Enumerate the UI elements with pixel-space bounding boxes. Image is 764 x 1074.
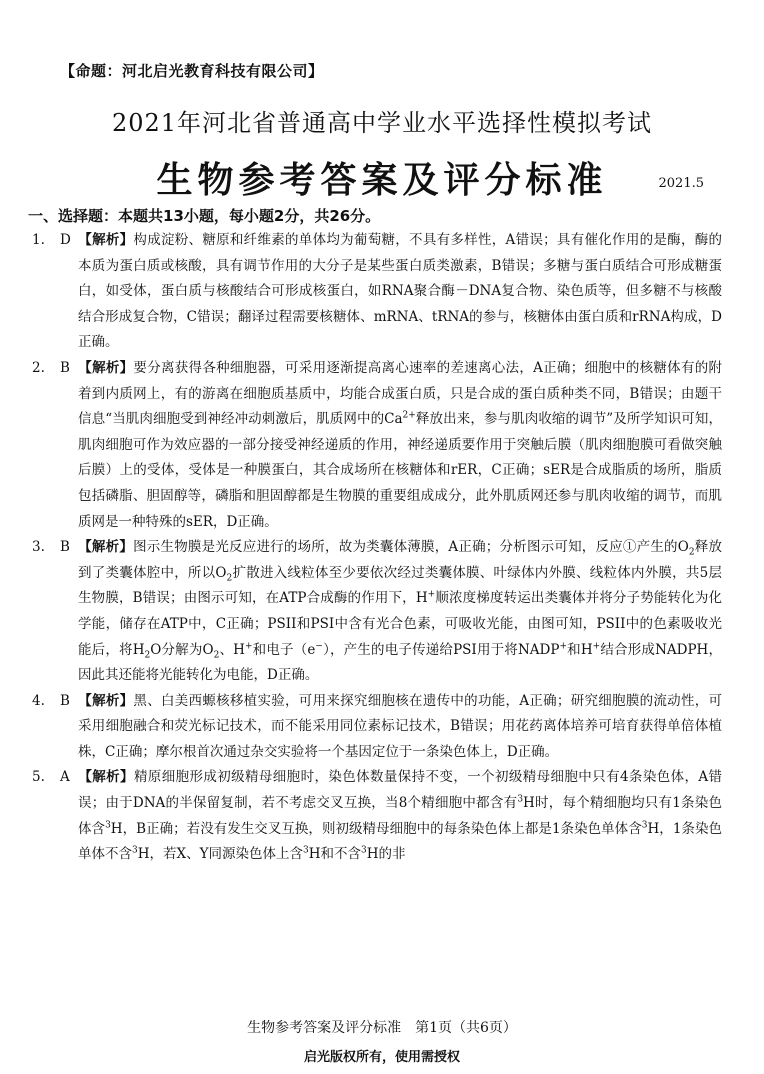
analysis-text: 和H xyxy=(567,641,593,658)
analysis-text: H，若X、Y同源染色体上含 xyxy=(137,846,304,863)
answer-item-1 xyxy=(32,228,722,356)
analysis-text: 构成淀粉、糖原和纤维素的单体均为葡萄糖，不具有多样性，A错误；具有催化作用的是酶，酶的本质为蛋白质或核酸，具有调节作用的大分子是某些蛋白质类激素，B错误；多糖与蛋白质结合可形成糖蛋白，如受体，蛋白质与核酸结合可形成核蛋白，如RNA聚合酶－DNA复合物、染色质等，但多糖不与核酸结合形成复合物，C错误；翻译过程需要核糖体、mRNA、tRNA的参与，核糖体由蛋白质和rRNA构成，D正确。 xyxy=(78,232,723,351)
analysis-text: H的非 xyxy=(366,846,406,863)
analysis-text: 和电子（e xyxy=(252,641,316,658)
copyright-notice: 启光版权所有，使用需授权 xyxy=(303,1050,460,1065)
analysis-text: 黑、白美西螈核移植实验，可用来探究细胞核在遗传中的功能，A正确；研究细胞膜的流动性，可采用细胞融合和荧光标记技术，而不能采用同位素标记技术，B错误；用花药离体培养可培育获得单倍体植株，C正确；摩尔根首次通过杂交实验将一个基因定位于一条染色体上，D正确。 xyxy=(78,692,723,760)
question-number: 5. xyxy=(32,769,45,786)
analysis-text: 图示生物膜是光反应进行的场所，故为类囊体薄膜，A正确；分析图示可知，反应①产生的O xyxy=(133,539,689,556)
superscript: 3 xyxy=(303,845,309,856)
answer-choice: D xyxy=(60,232,71,248)
question-number: 4. xyxy=(32,692,45,709)
question-number: 1. xyxy=(32,232,45,248)
superscript: − xyxy=(315,641,323,651)
analysis-text: 顺浓度梯度转运出类囊体并将分子势能转化为化学能，储存在ATP中，C正确；PSII和PSI中含有光合色素，可吸收光能，由图可知，PSII中的色素吸收光能后，将H xyxy=(78,590,722,658)
answer-list xyxy=(32,228,722,868)
answer-item-5 xyxy=(32,765,722,867)
date: 2021.5 xyxy=(658,176,704,191)
answer-item-4 xyxy=(32,689,722,766)
question-number: 3. xyxy=(32,539,45,556)
superscript: 3 xyxy=(105,820,111,831)
answer-item-2 xyxy=(32,356,722,535)
superscript: + xyxy=(559,641,567,651)
publisher-tag: 【命题：河北启光教育科技有限公司】 xyxy=(60,62,324,80)
analysis-text: O分解为O xyxy=(150,641,214,658)
superscript: 3 xyxy=(132,845,138,856)
answer-choice: B xyxy=(60,692,70,709)
analysis-text: 精原细胞形成初级精母细胞时，染色体数量保持不变，一个初级精母细胞中只有4条染色体，A错误；由于DNA的半保留复制，若不考虑交叉互换，当8个精细胞中都含有 xyxy=(78,769,722,812)
analysis-text: 扩散进入线粒体至少要依次经过类囊体膜、叶绿体内外膜、线粒体内外膜，共5层生物膜，B错误；由图示可知，在ATP合成酶的作用下，H xyxy=(78,564,722,607)
analysis-tag: 【解析】 xyxy=(78,232,134,248)
analysis-text: 结合形成NADPH，因此其还能将光能转化为电能，D正确。 xyxy=(78,641,722,684)
analysis-text: H，B正确；若没有发生交叉互换，则初级精母细胞中的每条染色体上都是1条染色单体含 xyxy=(110,820,642,837)
analysis-text: ），产生的电子传递给PSI用于将NADP xyxy=(322,641,560,658)
superscript: 3 xyxy=(517,794,524,805)
answer-choice: B xyxy=(60,539,70,556)
answer-choice: A xyxy=(60,769,70,786)
subscript: 2 xyxy=(226,573,233,584)
superscript: + xyxy=(427,589,436,600)
analysis-tag: 【解析】 xyxy=(78,692,134,709)
analysis-tag: 【解析】 xyxy=(78,539,134,556)
analysis-text: H时，每个精细胞均只有1条染色体含 xyxy=(78,795,722,837)
analysis-text: H和不含 xyxy=(308,846,362,863)
analysis-text: 要分离获得各种细胞器，可采用逐渐提高离心速率的差速离心法，A正确；细胞中的核糖体有的附着到内质网上，有的游离在细胞质基质中，均能合成蛋白质，只是合成的蛋白质种类不同，B错误；由题干信息“当肌肉细胞受到神经冲动刺激后，肌质网中的Ca xyxy=(78,359,723,428)
superscript: 3 xyxy=(641,820,648,831)
subscript: 2 xyxy=(213,650,220,661)
superscript: 2+ xyxy=(402,410,416,421)
analysis-text: 、H xyxy=(219,641,245,658)
question-number: 2. xyxy=(32,359,45,376)
subscript: 2 xyxy=(144,650,151,661)
superscript: + xyxy=(592,641,601,651)
answer-choice: B xyxy=(60,359,70,376)
analysis-tag: 【解析】 xyxy=(78,359,134,376)
section-heading: 一、选择题：本题共13小题，每小题2分，共26分。 xyxy=(28,207,381,225)
superscript: 3 xyxy=(361,845,367,856)
superscript: + xyxy=(244,641,253,651)
answer-item-3 xyxy=(32,535,722,689)
analysis-text: H，1条染色单体不含 xyxy=(78,820,722,863)
analysis-text: 释放到了类囊体腔中，所以O xyxy=(78,539,723,581)
subscript: 2 xyxy=(688,547,695,558)
analysis-text: 释放出来，参与肌肉收缩的调节”及所学知识可知，肌肉细胞可作为效应器的一部分接受神经递质的作用，神经递质要作用于突触后膜（肌肉细胞膜可看做突触后膜）上的受体，受体是一种膜蛋白，其合成场所在核糖体和rER，C正确；sER是合成脂质的场所，脂质包括磷脂、胆固醇等，磷脂和胆固醇都是生物膜的重要组成成分，此外肌质网还参与肌肉收缩的调节，而肌质网是一种特殊的sER，D正确。 xyxy=(78,411,722,530)
analysis-tag: 【解析】 xyxy=(78,769,134,786)
page-footer: 生物参考答案及评分标准 第1页（共6页） xyxy=(247,1020,517,1036)
exam-title: 2021年河北省普通高中学业水平选择性模拟考试 xyxy=(111,109,653,137)
page-title: 生物参考答案及评分标准 xyxy=(156,160,608,201)
